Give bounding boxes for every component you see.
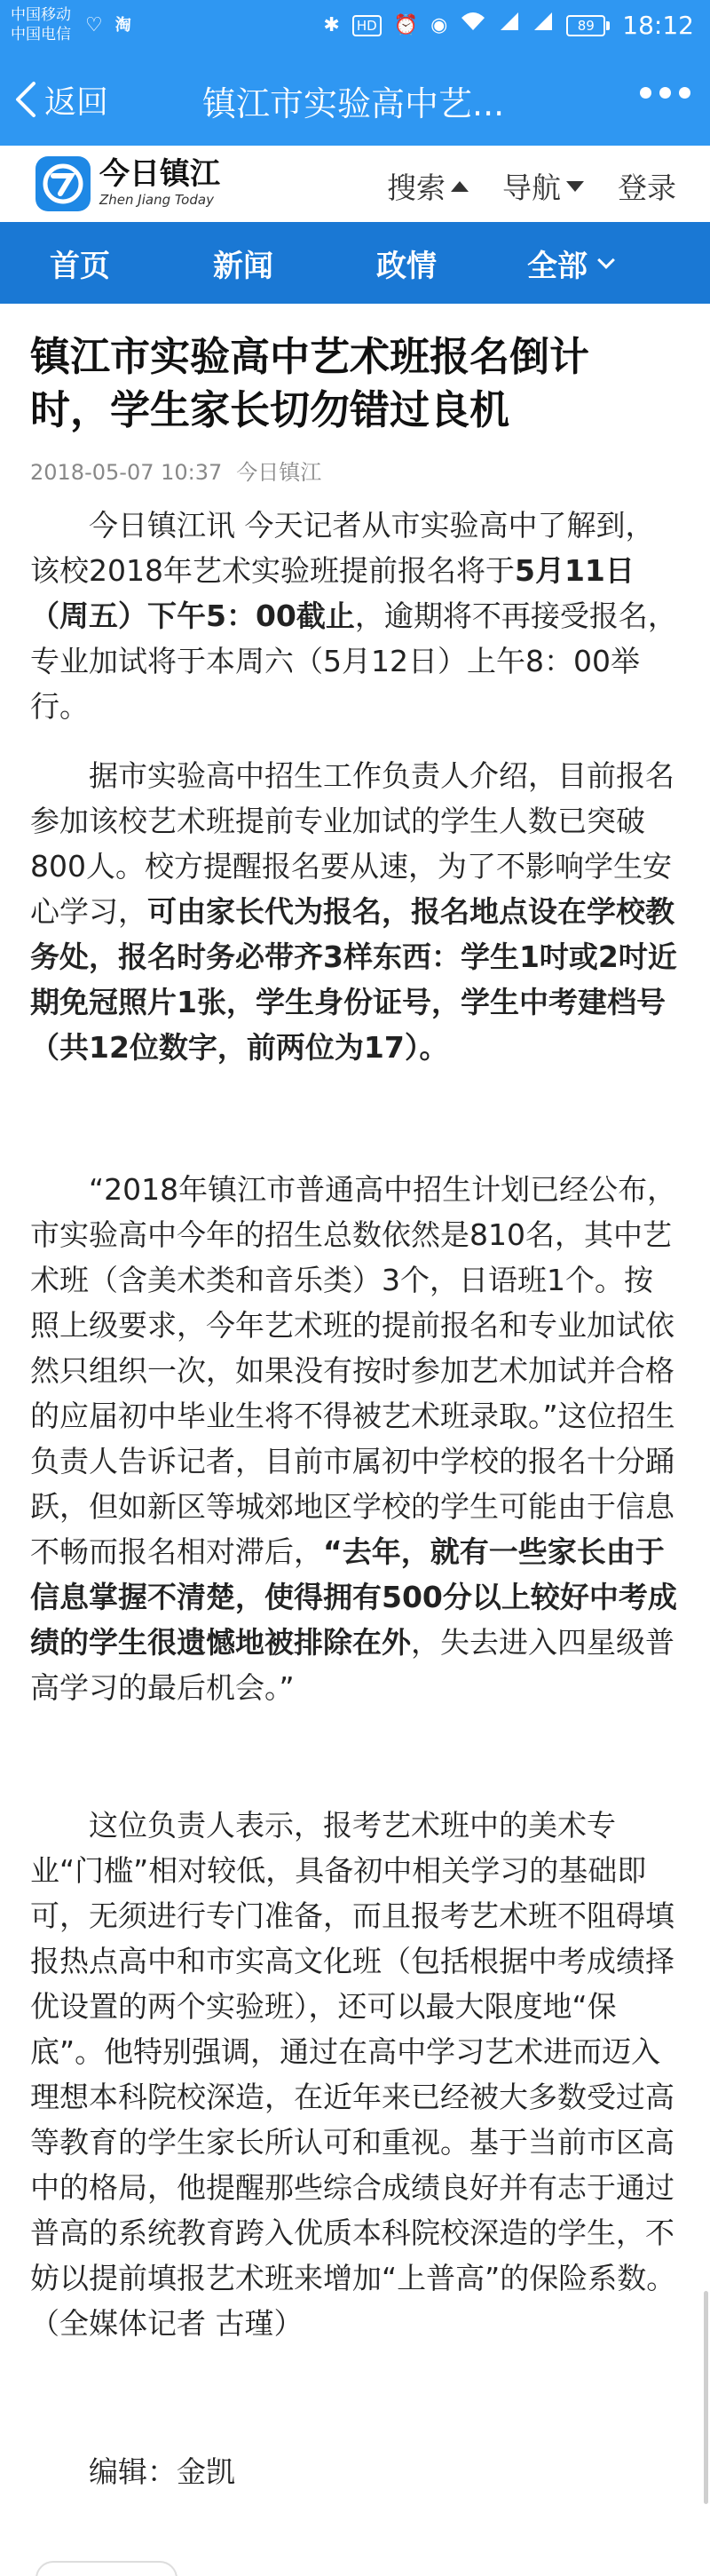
carrier-1: 中国移动	[11, 6, 71, 24]
eye-icon: ◉	[430, 13, 448, 36]
brand	[99, 156, 220, 208]
logo-icon[interactable]	[36, 156, 91, 211]
article-paragraph-4: 这位负责人表示，报考艺术班中的美术专业“门槛”相对较低，具备初中相关学习的基础即可，无须进行专门准备，而且报考艺术班不阻碍填报热点高中和市实高文化班（包括根据中考成绩择优设置的两个实验班），还可以最大限度地“保底”。他特别强调，通过在高中学习艺术进而迈入理想本科院校深造，在近年来已经被大多数受过高等教育的学生家长所认可和重视。基于当前市区高中的格局，他提醒那些综合成绩良好并有志于通过普高的系统教育跨入优质本科院校深造的学生，不妨以提前填报艺术班来增加“上普高”的保险系数。（全媒体记者 古瑾）	[30, 1808, 676, 2341]
clock: 18:12	[622, 11, 694, 40]
signal-icon	[532, 11, 554, 40]
tab-politics[interactable]: 政情	[376, 249, 437, 284]
battery-level: 89	[566, 15, 605, 36]
article-paragraph-1: 今日镇江讯 今天记者从市实验高中了解到，该校2018年艺术实验班提前报名将于5月11日（周五）下午5：00截止，逾期将不再接受报名，专业加试将于本周六（5月12日）上午8：00举行。	[30, 508, 677, 724]
back-button[interactable]	[14, 73, 108, 126]
scrollbar[interactable]	[704, 2291, 708, 2504]
tab-home[interactable]: 首页	[50, 249, 110, 284]
tab-all[interactable]	[527, 242, 612, 285]
search-label: 搜索	[387, 170, 446, 205]
caret-down-icon	[566, 181, 584, 192]
caret-up-icon	[451, 181, 469, 192]
notification-icons	[85, 12, 131, 39]
bluetooth-icon: ✱	[323, 13, 340, 36]
back-label: 返回	[44, 83, 109, 121]
login-label: 登录	[618, 170, 676, 205]
battery-icon	[566, 15, 610, 36]
brand-subtitle: Zhen Jiang Today	[99, 192, 214, 208]
status-bar	[0, 0, 710, 53]
article-date: 2018-05-07 10:37	[30, 460, 223, 485]
alarm-icon: ⏰	[393, 13, 419, 36]
nav-button[interactable]	[502, 165, 584, 207]
bottom-action-pill[interactable]	[36, 2561, 178, 2576]
system-status	[323, 11, 694, 40]
tab-all-label: 全部	[527, 249, 588, 284]
more-icon[interactable]	[640, 87, 690, 99]
carrier-info	[11, 5, 71, 44]
hd-icon: HD	[352, 15, 382, 36]
signal-icon	[499, 11, 520, 40]
login-button[interactable]	[618, 165, 676, 207]
article-headline	[30, 330, 687, 437]
headline-line-2: 时，学生家长切勿错过良机	[30, 386, 510, 433]
chevron-down-icon	[597, 251, 615, 269]
site-header	[0, 146, 710, 222]
nav-label: 导航	[502, 170, 561, 205]
title-bar	[0, 53, 710, 146]
tab-news[interactable]: 新闻	[213, 249, 273, 284]
article-meta	[30, 455, 321, 486]
article-paragraph-2: 据市实验高中招生工作负责人介绍，目前报名参加该校艺术班提前专业加试的学生人数已突破800人。校方提醒报名要从速，为了不影响学生安心学习，可由家长代为报名，报名地点设在学校教务处，报名时务必带齐3样东西：学生1吋或2吋近期免冠照片1张，学生身份证号，学生中考建档号（共12位数字，前两位为17）。	[30, 758, 677, 1065]
headline-line-1: 镇江市实验高中艺术班报名倒计	[30, 333, 590, 380]
brand-name: 今日镇江	[99, 156, 220, 192]
article-editor: 编辑：金凯	[89, 2454, 235, 2489]
channel-bar	[0, 222, 710, 304]
article-source: 今日镇江	[236, 460, 322, 485]
search-button[interactable]	[387, 165, 469, 207]
wifi-icon	[460, 11, 486, 40]
taobao-icon: 淘	[114, 16, 131, 35]
chevron-left-icon	[14, 80, 37, 119]
carrier-2: 中国电信	[11, 26, 71, 44]
article-paragraph-3: “2018年镇江市普通高中招生计划已经公布，市实验高中今年的招生总数依然是810名，其中艺术班（含美术类和音乐类）3个，日语班1个。按照上级要求，今年艺术班的提前报名和专业加试依然只组织一次，如果没有按时参加艺术加试并合格的应届初中毕业生将不得被艺术班录取。”这位招生负责人告诉记者，目前市属初中学校的报名十分踊跃，但如新区等城郊地区学校的学生可能由于信息不畅而报名相对滞后，“去年，就有一些家长由于信息掌握不清楚，使得拥有500分以上较好中考成绩的学生很遗憾地被排除在外，失去进入四星级普高学习的最后机会。”	[30, 1172, 677, 1705]
page-title: 镇江市实验高中艺...	[202, 84, 505, 123]
header-nav	[387, 165, 676, 207]
heart-icon: ♡	[85, 14, 103, 36]
